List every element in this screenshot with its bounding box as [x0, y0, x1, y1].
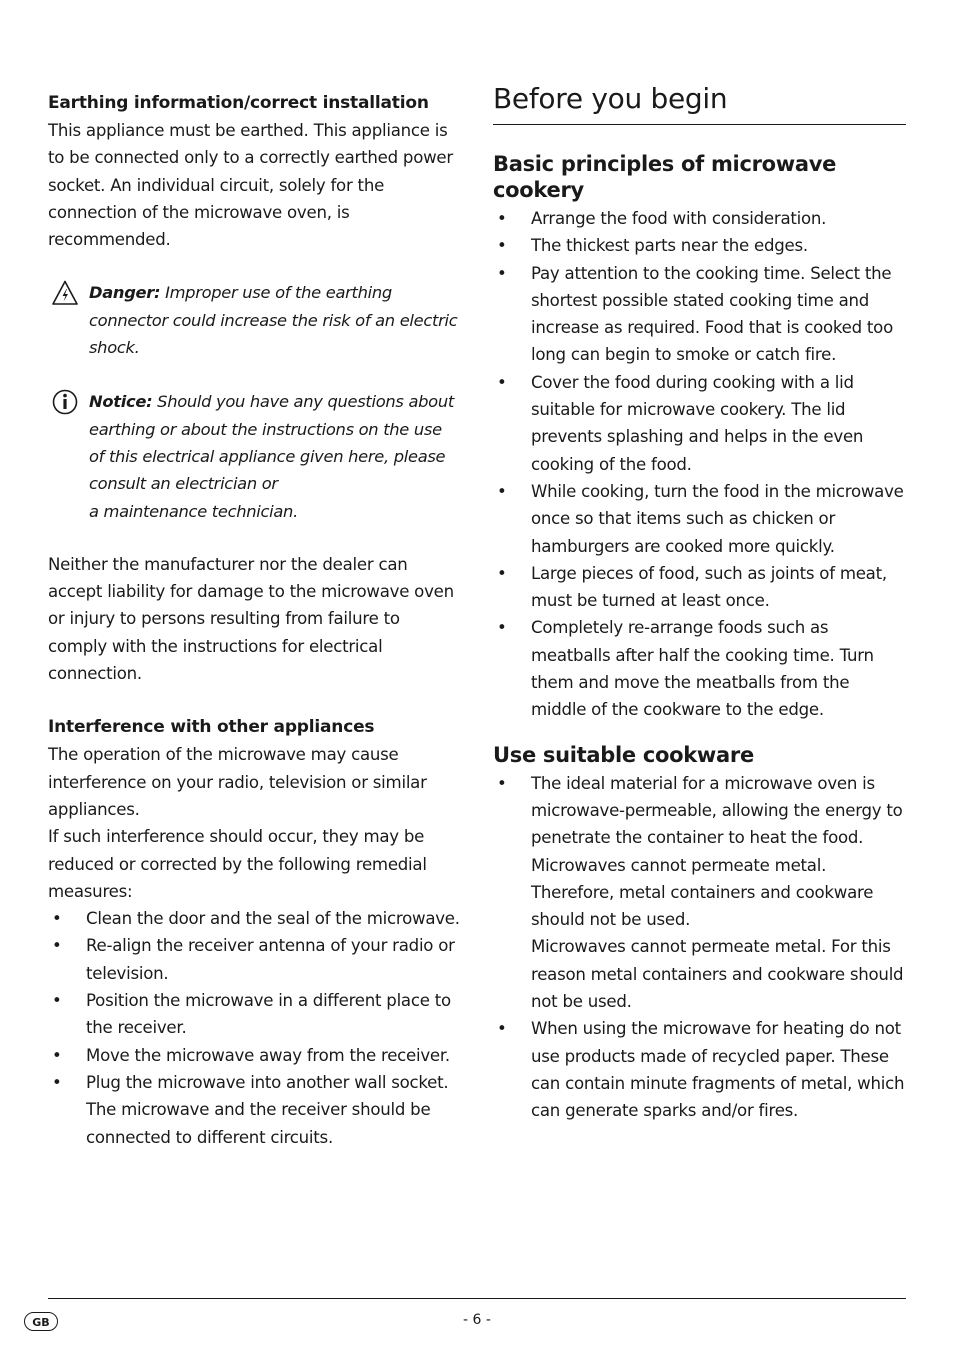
right-column [493, 82, 906, 1125]
notice-label: Notice: [89, 392, 153, 412]
info-circle-icon [52, 389, 78, 415]
basic-principles-heading: Basic principles of microwave cookery [493, 152, 837, 202]
list-item: • Re-align the receiver antenna of your radio or television. [52, 936, 455, 983]
danger-text: Improper use of the earthing connector could increase the risk of an electric shock. [89, 283, 458, 358]
list-item: • Arrange the food with consideration. [497, 209, 827, 228]
list-item: • Plug the microwave into another wall socket. The microwave and the receiver should be connected to different circuits. [52, 1072, 449, 1147]
list-item: • Position the microwave in a different place to the receiver. [52, 991, 451, 1038]
cookware-heading: Use suitable cookware [493, 742, 754, 767]
interference-paragraph-2: If such interference should occur, they may be reduced or corrected by the following remedial measures: [48, 827, 427, 901]
list-item: • Cover the food during cooking with a lid suitable for microwave cookery. The lid prevents splashing and helps in the even cooking of the food. [497, 372, 864, 474]
warning-triangle-icon [52, 280, 78, 306]
list-item: • While cooking, turn the food in the microwave once so that items such as chicken or hamburgers are cooked more quickly. [497, 481, 904, 556]
left-column [48, 88, 460, 1151]
list-item: • Pay attention to the cooking time. Select the shortest possible stated cooking time and increase as required. Food that is cooked too long can begin to smoke or catch fire. [497, 263, 893, 365]
interference-list [48, 905, 460, 1151]
notice-text-continued: a maintenance technician. [89, 501, 298, 521]
danger-label: Danger: [89, 283, 161, 303]
earthing-paragraph: This appliance must be earthed. This appliance is to be connected only to a correctly earthed power socket. An individual circuit, solely for the connection of the microwave oven, is recommended. [48, 121, 453, 250]
list-item: • The ideal material for a microwave oven is microwave-permeable, allowing the energy to penetrate the container to heat the food. Microwaves cannot permeate metal. Therefore, metal containers and cookware should not be used. Microwaves cannot permeate metal. For this reason metal containers and cookware should not be used. [497, 773, 904, 1012]
interference-paragraph-1: The operation of the microwave may cause interference on your radio, television or similar appliances. [48, 745, 427, 819]
list-item: • Completely re-arrange foods such as meatballs after half the cooking time. Turn them and move the meatballs from the middle of the cookware to the edge. [497, 618, 874, 720]
page-number: - 6 - [463, 1312, 491, 1328]
list-item: • Move the microwave away from the receiver. [52, 1045, 450, 1065]
notice-note [48, 388, 460, 524]
list-item: • Clean the door and the seal of the microwave. [52, 909, 460, 929]
interference-heading: Interference with other appliances [48, 717, 375, 738]
language-badge: GB [24, 1312, 58, 1331]
list-item: • Large pieces of food, such as joints of meat, must be turned at least once. [497, 563, 887, 611]
cookware-list [493, 770, 906, 1125]
basic-principles-list [493, 205, 906, 724]
earthing-heading: Earthing information/correct installation [48, 93, 429, 113]
liability-paragraph: Neither the manufacturer nor the dealer can accept liability for damage to the microwave oven or injury to persons resulting from failure to comply with the instructions for electrical connection. [48, 554, 454, 684]
footer-divider [48, 1298, 906, 1299]
list-item: • The thickest parts near the edges. [497, 236, 808, 256]
notice-text: Should you have any questions about earthing or about the instructions on the use of this electrical appliance given here, please consult an electrician or [89, 392, 454, 494]
list-item: • When using the microwave for heating do not use products made of recycled paper. These can contain minute fragments of metal, which can generate sparks and/or fires. [497, 1019, 905, 1121]
title-divider [493, 124, 906, 125]
danger-note [48, 279, 460, 361]
page-title: Before you begin [493, 82, 728, 115]
